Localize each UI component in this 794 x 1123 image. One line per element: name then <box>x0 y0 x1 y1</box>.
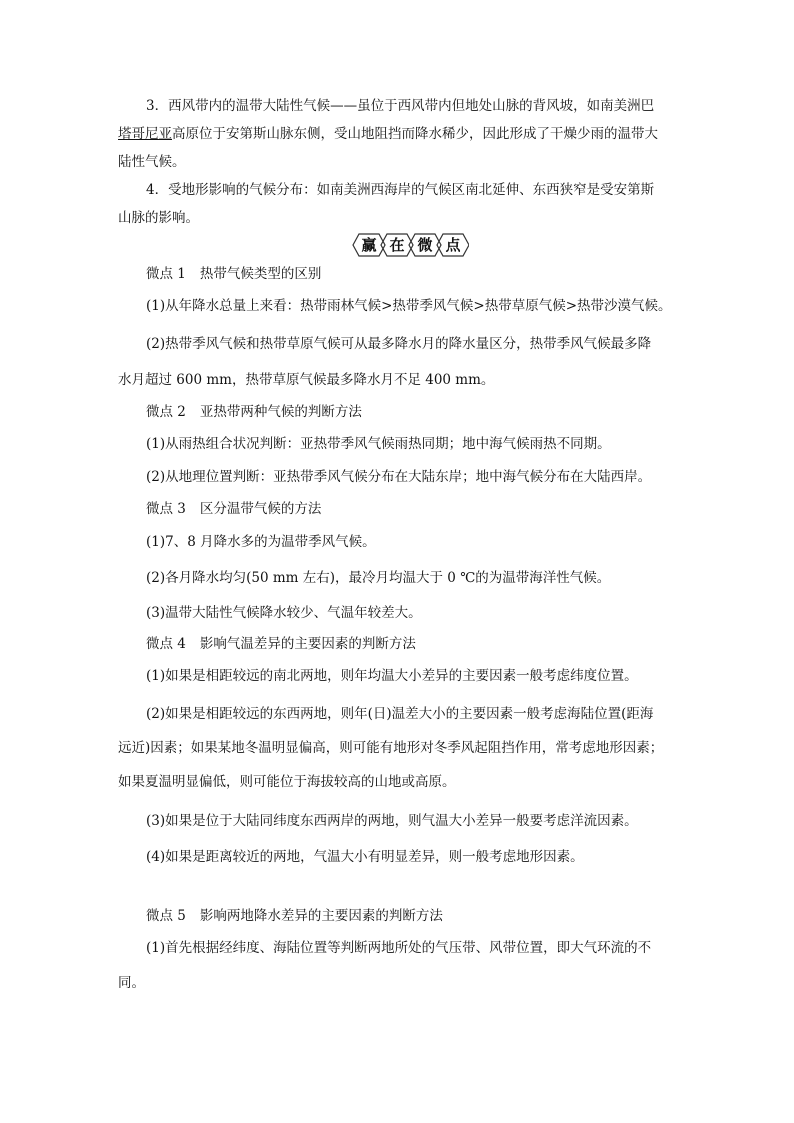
point-2-line-1: (1)从雨热组合状况判断：亚热带季风气候雨热同期；地中海气候雨热不同期。 <box>146 436 611 452</box>
paragraph-4-line-2: 山脉的影响。 <box>118 210 199 226</box>
point-5-heading: 微点 5 影响两地降水差异的主要因素的判断方法 <box>146 908 443 924</box>
point-3-line-2: (2)各月降水均匀(50 mm 左右)，最冷月均温大于 0 ℃的为温带海洋性气候。 <box>146 570 611 586</box>
point-2-line-2: (2)从地理位置判断：亚热带季风气候分布在大陆东岸；地中海气候分布在大陆西岸。 <box>146 469 652 485</box>
banner-char-1: 赢 <box>361 236 377 254</box>
point-3-line-3: (3)温带大陆性气候降水较少、气温年较差大。 <box>146 605 422 621</box>
point-1-cont: 水月超过 600 mm，热带草原气候最多降水月不足 400 mm。 <box>118 372 495 388</box>
section-banner <box>351 233 469 257</box>
point-4-line-4: (4)如果是距离较近的两地，气温大小有明显差异，则一般考虑地形因素。 <box>146 849 584 865</box>
paragraph-4-line-1: 4．受地形影响的气候分布：如南美洲西海岸的气候区南北延伸、东西狭窄是受安第斯 <box>146 182 655 198</box>
point-3-line-1: (1)7、8 月降水多的为温带季风气候。 <box>146 534 376 550</box>
point-4-line-2: (2)如果是相距较远的东西两地，则年(日)温差大小的主要因素一般考虑海陆位置(距海 <box>146 706 654 722</box>
banner-char-2: 在 <box>389 236 405 254</box>
point-4-heading: 微点 4 影响气温差异的主要因素的判断方法 <box>146 636 416 652</box>
point-1-line-2: (2)热带季风气候和热带草原气候可从最多降水月的降水量区分，热带季风气候最多降 <box>146 336 652 352</box>
point-1-heading: 微点 1 热带气候类型的区别 <box>146 266 322 282</box>
paragraph-3-line-3: 陆性气候。 <box>118 154 186 170</box>
point-2-heading: 微点 2 亚热带两种气候的判断方法 <box>146 404 362 420</box>
point-4-line-1: (1)如果是相距较远的南北两地，则年均温大小差异的主要因素一般考虑纬度位置。 <box>146 668 638 684</box>
banner-char-4: 点 <box>445 236 461 254</box>
point-4-cont-1: 远近)因素；如果某地冬温明显偏高，则可能有地形对冬季风起阻挡作用，常考虑地形因素； <box>118 740 664 756</box>
point-4-cont-2: 如果夏温明显偏低，则可能位于海拔较高的山地或高原。 <box>118 774 456 790</box>
point-5-line-1: (1)首先根据经纬度、海陆位置等判断两地所处的气压带、风带位置，即大气环流的不 <box>146 940 652 956</box>
point-5-cont: 同。 <box>118 975 145 991</box>
place-name-link: 塔哥尼亚 <box>118 126 172 142</box>
point-3-heading: 微点 3 区分温带气候的方法 <box>146 501 322 517</box>
paragraph-3-line-2: 塔哥尼亚高原位于安第斯山脉东侧，受山地阻挡而降水稀少，因此形成了干燥少雨的温带大 <box>118 126 658 142</box>
banner-char-3: 微 <box>417 236 433 254</box>
point-4-line-3: (3)如果是位于大陆同纬度东西两岸的两地，则气温大小差异一般要考虑洋流因素。 <box>146 813 638 829</box>
point-1-line-1: (1)从年降水总量上来看：热带雨林气候>热带季风气候>热带草原气候>热带沙漠气候。 <box>146 298 672 314</box>
paragraph-3-line-1: 3．西风带内的温带大陆性气候——虽位于西风带内但地处山脉的背风坡，如南美洲巴 <box>146 98 655 114</box>
